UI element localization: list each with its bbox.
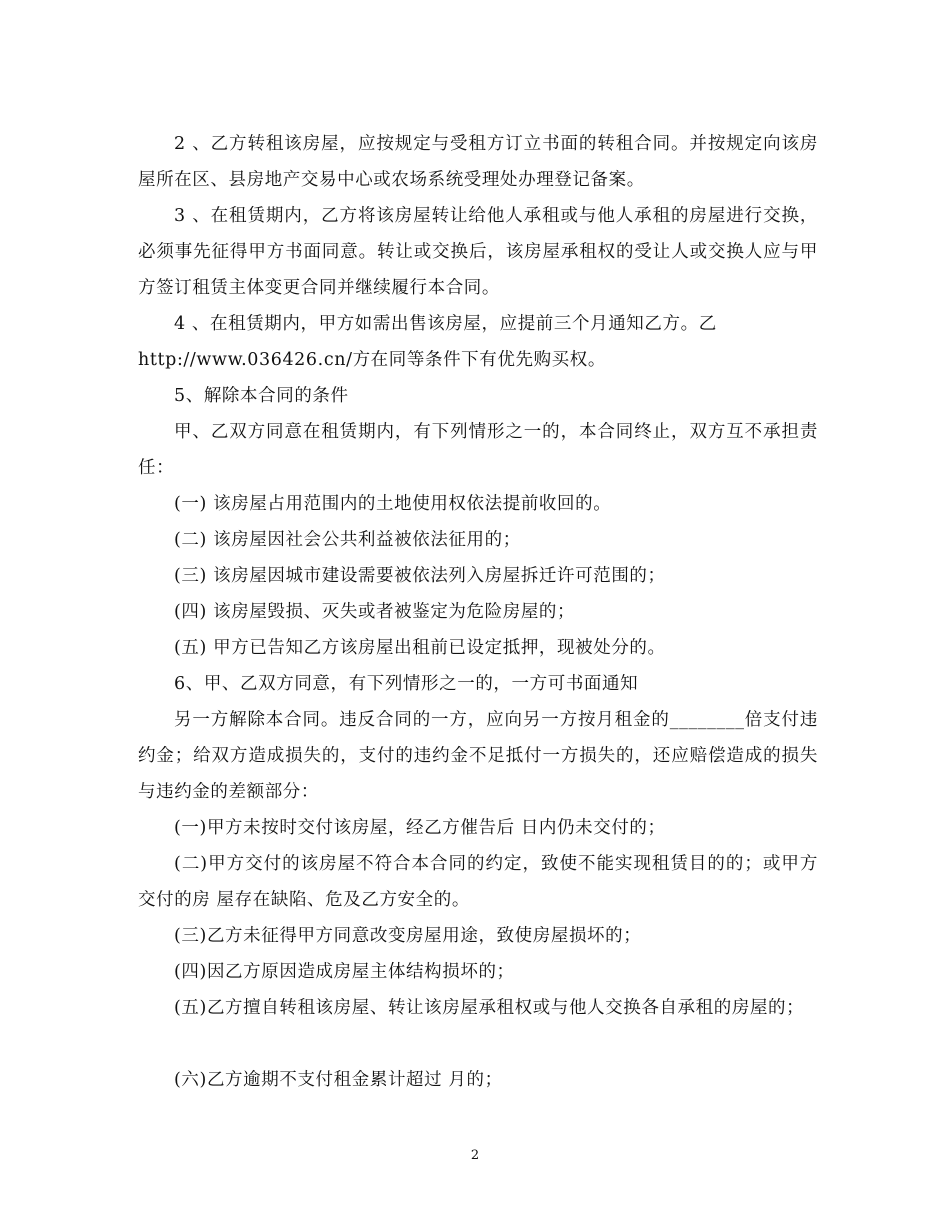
paragraph-clause-4: 4 、在租赁期内，甲方如需出售该房屋，应提前三个月通知乙方。乙: [174, 314, 717, 334]
list-item-breach-1: (一)甲方未按时交付该房屋，经乙方催告后 日内仍未交付的；: [174, 818, 666, 838]
paragraph-clause-3: 3 、在租赁期内，乙方将该房屋转让给他人承租或与他人承租的房屋进行交换，必须事先征得甲方书面同意。转让或交换后，该房屋承租权的受让人或交换人应与甲方签订租赁主体变更合同并继续履行本合同。: [138, 206, 818, 298]
list-item-breach-3: (三)乙方未征得甲方同意改变房屋用途，致使房屋损坏的；: [174, 926, 642, 946]
list-item-breach-2: (二)甲方交付的该房屋不符合本合同的约定，致使不能实现租赁目的的；或甲方交付的房 屋存在缺陷、危及乙方安全的。: [138, 854, 818, 910]
list-item-termination-4: (四) 该房屋毁损、灭失或者被鉴定为危险房屋的；: [174, 602, 576, 622]
heading-termination-conditions: 5、解除本合同的条件: [174, 386, 349, 406]
list-item-termination-3: (三) 该房屋因城市建设需要被依法列入房屋拆迁许可范围的；: [174, 566, 666, 586]
list-item-termination-5: (五) 甲方已告知乙方该房屋出租前已设定抵押，现被处分的。: [174, 638, 666, 658]
paragraph-clause-6: 6、甲、乙双方同意，有下列情形之一的，一方可书面通知: [174, 674, 639, 694]
paragraph-clause-4-continued: http://www.036426.cn/方在同等条件下有优先购买权。: [138, 350, 606, 370]
list-item-breach-5: (五)乙方擅自转租该房屋、转让该房屋承租权或与他人交换各自承租的房屋的；: [174, 998, 805, 1018]
paragraph-breach-penalty: 另一方解除本合同。违反合同的一方，应向另一方按月租金的________倍支付违约金；给双方造成损失的，支付的违约金不足抵付一方损失的，还应赔偿造成的损失与违约金的差额部分：: [138, 710, 818, 802]
list-item-termination-1: (一) 该房屋占用范围内的土地使用权依法提前收回的。: [174, 494, 612, 514]
page-number: 2: [470, 1148, 480, 1163]
paragraph-clause-2: 2 、乙方转租该房屋，应按规定与受租方订立书面的转租合同。并按规定向该房屋所在区、县房地产交易中心或农场系统受理处办理登记备案。: [138, 134, 818, 190]
paragraph-termination-intro: 甲、乙双方同意在租赁期内，有下列情形之一的，本合同终止，双方互不承担责任：: [138, 422, 818, 478]
list-item-breach-6: (六)乙方逾期不支付租金累计超过 月的；: [174, 1070, 503, 1090]
list-item-termination-2: (二) 该房屋因社会公共利益被依法征用的；: [174, 530, 521, 550]
list-item-breach-4: (四)因乙方原因造成房屋主体结构损坏的；: [174, 962, 515, 982]
